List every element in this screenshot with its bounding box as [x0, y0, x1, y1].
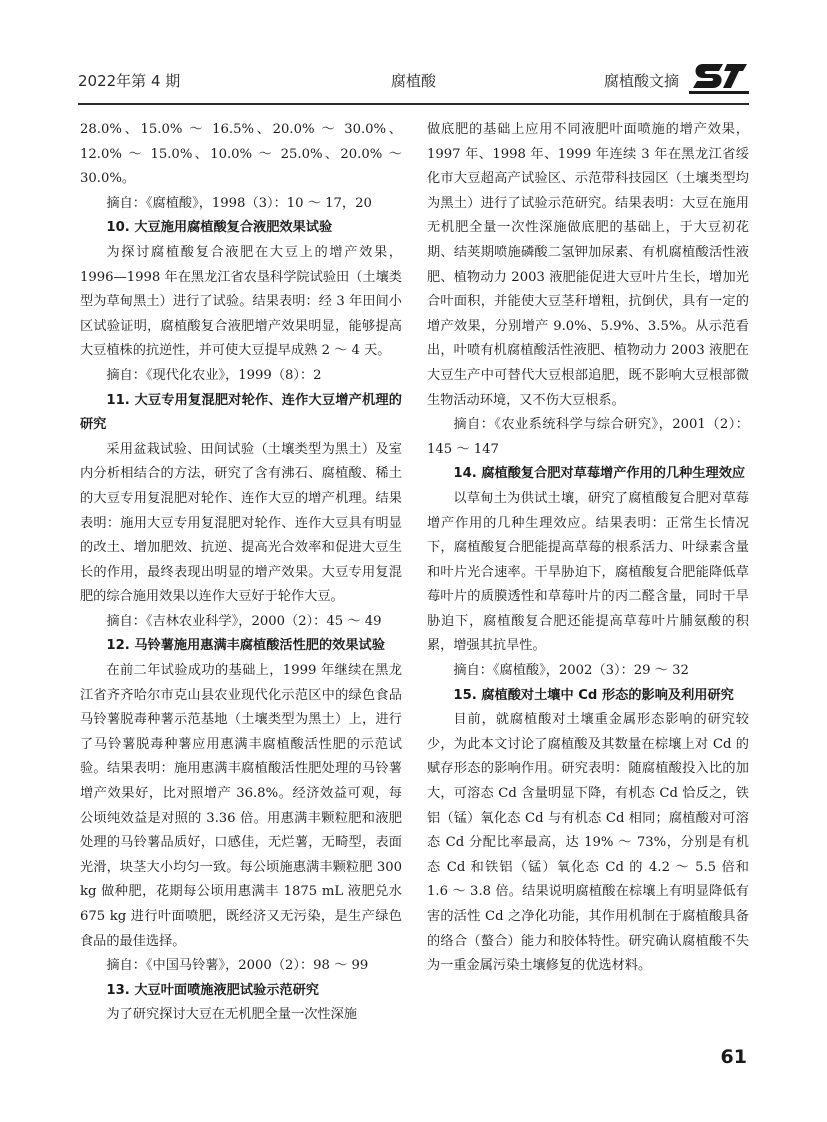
- article-15-title: 15. 腐植酸对土壤中 Cd 形态的影响及利用研究: [453, 687, 734, 703]
- article-13-title: 13. 大豆叶面喷施液肥试验示范研究: [106, 982, 319, 998]
- continued-text: 28.0%、15.0% ～ 16.5%、20.0% ～ 30.0%、12.0% ～ 15.0%、10.0% ～ 25.0%、20.0% ～ 30.0%。: [80, 122, 402, 187]
- article-14-body: 以草甸土为供试土壤，研究了腐植酸复合肥对草莓增产作用的几种生理效应。结果表明：正常生长情况下，腐植酸复合肥能提高草莓的根系活力、叶绿素含量和叶片光合速率。干旱胁迫下，腐植酸复合肥能降低草莓叶片的质膜透性和草莓叶片的丙二醛含量，同时干旱胁迫下，腐植酸复合肥还能提高草莓叶片脯氨酸的积累，增强其抗旱性。: [427, 490, 749, 654]
- header-rule: [78, 103, 749, 105]
- left-column: [80, 118, 402, 1028]
- issue-label: 2022年第 4 期: [78, 72, 181, 90]
- journal-logo-icon: [689, 62, 749, 96]
- article-12-title: 12. 马铃薯施用惠满丰腐植酸活性肥的效果试验: [106, 638, 385, 654]
- article-13-body-start: 为了研究探讨大豆在无机肥全量一次性深施: [106, 1007, 357, 1023]
- article-10-source: 摘自：《现代化农业》，1999（8）：2: [106, 367, 322, 383]
- article-13-body-cont: 做底肥的基础上应用不同液肥叶面喷施的增产效果，1997 年、1998 年、1999 年连续 3 年在黑龙江省绥化市大豆超高产试验区、示范带科技园区（土壤类型均为黑土）进行了试验示范研究。结果表明：大豆在施用无机肥全量一次性深施做底肥的基础上，于大豆初花期、结荚期喷施磷酸二氢钾加尿素、有机腐植酸活性液肥、植物动力 2003 液肥能促进大豆叶片生长，增加光合叶面积，并能使大豆茎秆增粗，抗倒伏，具有一定的增产效果，分别增产 9.0%、5.9%、3.5%。从示范看出，叶喷有机腐植酸活性液肥、植物动力 2003 液肥在大豆生产中可替代大豆根部追肥，既不影响大豆根部微生物活动环境，又不伤大豆根系。: [427, 122, 749, 408]
- page-number: 61: [720, 1046, 747, 1068]
- article-15-body: 目前，就腐植酸对土壤重金属形态影响的研究较少，为此本文讨论了腐植酸及其数量在棕壤上对 Cd 的赋存形态的影响作用。研究表明：随腐植酸投入比的加大，可溶态 Cd 含量明显下降，有机态 Cd 恰反之，铁铝（锰）氧化态 Cd 与有机态 Cd 相同；腐植酸对可溶态 Cd 分配比率最高，达 19% ～ 73%，分别是有机态 Cd 和铁铝（锰）氧化态 Cd 的 4.2 ～ 5.5 倍和 1.6 ～ 3.8 倍。结果说明腐植酸在棕壤上有明显降低有害的活性 Cd 之净化功能，其作用机制在于腐植酸具备的络合（螯合）能力和胶体特性。研究确认腐植酸不失为一重金属污染土壤修复的优选材料。: [427, 712, 749, 974]
- continued-source: 摘自：《腐植酸》，1998（3）：10 ～ 17，20: [106, 195, 372, 211]
- article-11-source: 摘自：《吉林农业科学》，2000（2）：45 ～ 49: [106, 613, 382, 629]
- article-11-title: 11. 大豆专用复混肥对轮作、连作大豆增产机理的研究: [80, 392, 402, 433]
- article-12-body: 在前二年试验成功的基础上，1999 年继续在黑龙江省齐齐哈尔市克山县农业现代化示范区中的绿色食品马铃薯脱毒种薯示范基地（土壤类型为黑土）上，进行了马铃薯脱毒种薯应用惠满丰腐植酸活性肥的示范试验。结果表明：施用惠满丰腐植酸活性肥处理的马铃薯增产效果好，比对照增产 36.8%。经济效益可观，每公顷纯效益是对照的 3.36 倍。用惠满丰颗粒肥和液肥处理的马铃薯品质好，口感佳，无烂薯，无畸型，表面光滑，块茎大小均匀一致。每公顷施惠满丰颗粒肥 300 kg 做种肥，花期每公顷用惠满丰 1875 mL 液肥兑水 675 kg 进行叶面喷肥，既经济又无污染，是生产绿色食品的最佳选择。: [80, 663, 402, 949]
- section-name: 腐植酸文摘: [603, 72, 679, 90]
- article-13-source: 摘自：《农业系统科学与综合研究》，2001（2）：145 ～ 147: [427, 417, 749, 457]
- article-14-source: 摘自：《腐植酸》，2002（3）：29 ～ 32: [453, 663, 689, 679]
- article-12-source: 摘自：《中国马铃薯》，2000（2）：98 ～ 99: [106, 958, 369, 974]
- article-14-title: 14. 腐植酸复合肥对草莓增产作用的几种生理效应: [453, 466, 746, 482]
- article-10-body: 为探讨腐植酸复合液肥在大豆上的增产效果，1996—1998 年在黑龙江省农垦科学院试验田（土壤类型为草甸黑土）进行了试验。结果表明：经 3 年田间小区试验证明，腐植酸复合液肥增产效果明显，能够提高大豆植株的抗逆性，并可使大豆提早成熟 2 ～ 4 天。: [80, 244, 402, 359]
- page-header: [78, 62, 749, 98]
- article-11-body: 采用盆栽试验、田间试验（土壤类型为黑土）及室内分析相结合的方法，研究了含有沸石、腐植酸、稀土的大豆专用复混肥对轮作、连作大豆的增产机理。结果表明：施用大豆专用复混肥对轮作、连作大豆具有明显的改土、增加肥效、抗逆、提高光合效率和促进大豆生长的作用，最终表现出明显的增产效果。大豆专用复混肥的综合施用效果以连作大豆好于轮作大豆。: [80, 441, 402, 605]
- article-10-title: 10. 大豆施用腐植酸复合液肥效果试验: [106, 220, 333, 236]
- journal-name: 腐植酸: [390, 72, 436, 90]
- right-column: [427, 118, 749, 979]
